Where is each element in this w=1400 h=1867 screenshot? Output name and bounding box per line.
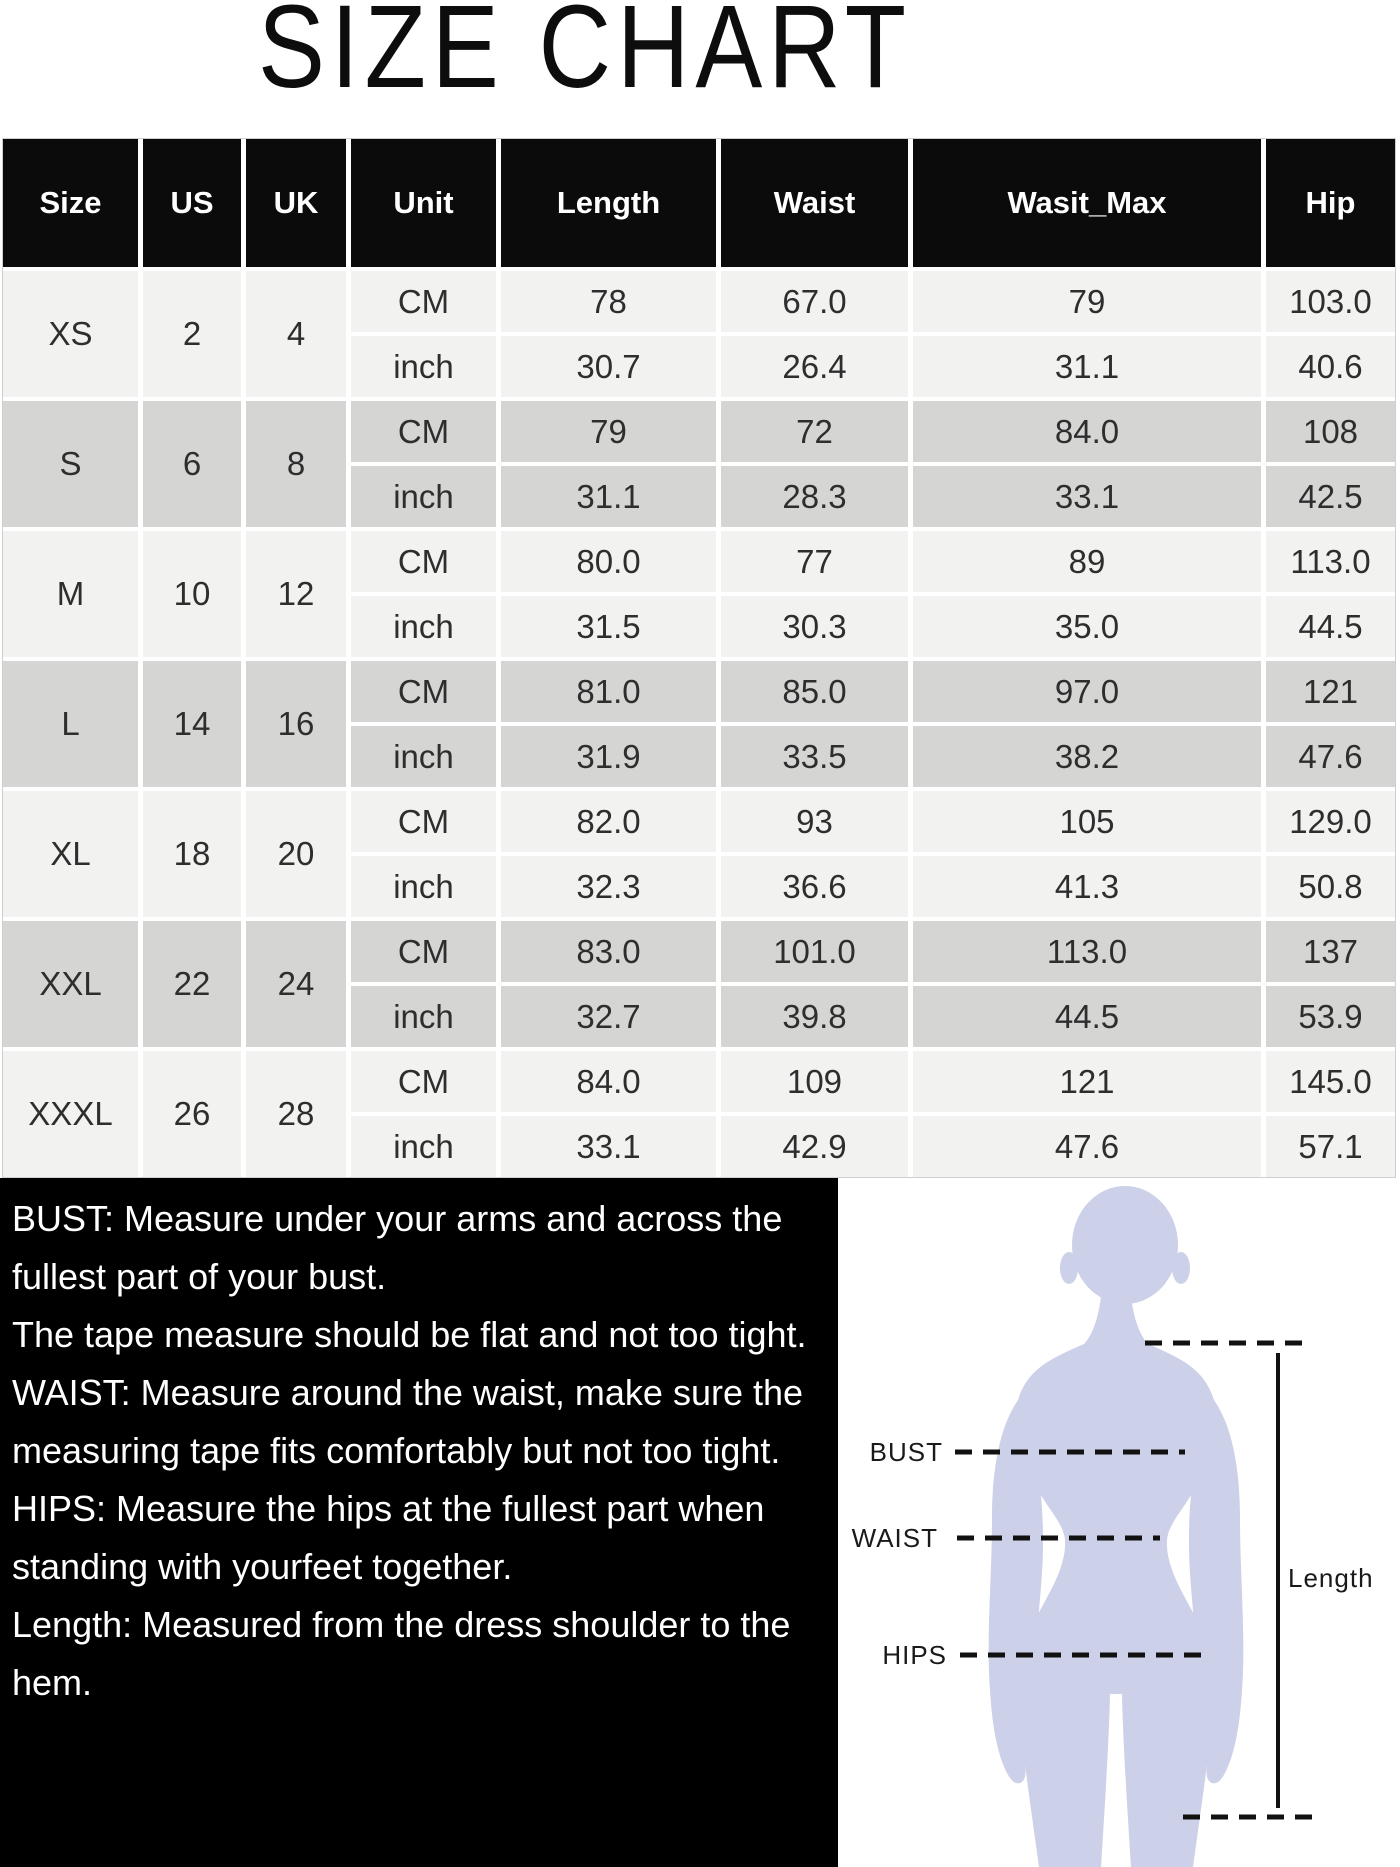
waist-cm-cell-xl: 93: [721, 791, 908, 852]
wasit_max-inch-cell-xxxl: 47.6: [913, 1116, 1261, 1177]
unit-cell-l-inch: inch: [351, 726, 496, 787]
length-cm-cell-xxxl: 84.0: [501, 1051, 716, 1112]
page-title: SIZE CHART: [258, 0, 912, 113]
size-cell-m: M: [3, 531, 138, 657]
size-cell-l: L: [3, 661, 138, 787]
length-inch-cell-s: 31.1: [501, 466, 716, 527]
bust-label: BUST: [869, 1437, 943, 1467]
waist-cm-cell-xxl: 101.0: [721, 921, 908, 982]
unit-cell-xxxl-cm: CM: [351, 1051, 496, 1112]
instruction-tape: The tape measure should be flat and not too tight.: [12, 1314, 807, 1355]
hip-cm-cell-xs: 103.0: [1266, 271, 1395, 332]
col-header-hip: Hip: [1266, 139, 1395, 267]
body-silhouette-diagram: [838, 1178, 1400, 1867]
uk-cell-xs: 4: [246, 271, 346, 397]
hip-inch-cell-xxl: 53.9: [1266, 986, 1395, 1047]
hip-cm-cell-xl: 129.0: [1266, 791, 1395, 852]
col-header-size: Size: [3, 139, 138, 267]
us-cell-xxxl: 26: [143, 1051, 241, 1177]
female-silhouette: [989, 1186, 1244, 1867]
length-cm-cell-xs: 78: [501, 271, 716, 332]
uk-cell-xl: 20: [246, 791, 346, 917]
length-inch-cell-m: 31.5: [501, 596, 716, 657]
instruction-hips: HIPS: Measure the hips at the fullest part when standing with yourfeet together.: [12, 1488, 765, 1587]
measurement-figure-panel: [838, 1178, 1400, 1867]
wasit_max-inch-cell-xs: 31.1: [913, 336, 1261, 397]
wasit_max-cm-cell-xxl: 113.0: [913, 921, 1261, 982]
unit-cell-xxxl-inch: inch: [351, 1116, 496, 1177]
us-cell-xxl: 22: [143, 921, 241, 1047]
wasit_max-inch-cell-m: 35.0: [913, 596, 1261, 657]
wasit_max-cm-cell-s: 84.0: [913, 401, 1261, 462]
hip-cm-cell-xxxl: 145.0: [1266, 1051, 1395, 1112]
hip-inch-cell-m: 44.5: [1266, 596, 1395, 657]
uk-cell-xxxl: 28: [246, 1051, 346, 1177]
waist-cm-cell-xxxl: 109: [721, 1051, 908, 1112]
length-inch-cell-xl: 32.3: [501, 856, 716, 917]
waist-inch-cell-xxxl: 42.9: [721, 1116, 908, 1177]
length-cm-cell-xl: 82.0: [501, 791, 716, 852]
length-label: Length: [1288, 1563, 1374, 1593]
length-cm-cell-m: 80.0: [501, 531, 716, 592]
size-cell-xl: XL: [3, 791, 138, 917]
waist-inch-cell-m: 30.3: [721, 596, 908, 657]
instruction-waist: WAIST: Measure around the waist, make sure the measuring tape fits comfortably but not too tight.: [12, 1372, 804, 1471]
unit-cell-s-cm: CM: [351, 401, 496, 462]
us-cell-xl: 18: [143, 791, 241, 917]
hip-cm-cell-l: 121: [1266, 661, 1395, 722]
col-header-wasit_max: Wasit_Max: [913, 139, 1261, 267]
waist-inch-cell-s: 28.3: [721, 466, 908, 527]
waist-label: WAIST: [851, 1523, 938, 1553]
size-table: [2, 138, 1396, 1178]
col-header-us: US: [143, 139, 241, 267]
unit-cell-l-cm: CM: [351, 661, 496, 722]
col-header-length: Length: [501, 139, 716, 267]
waist-inch-cell-xxl: 39.8: [721, 986, 908, 1047]
length-inch-cell-xxl: 32.7: [501, 986, 716, 1047]
length-inch-cell-xxxl: 33.1: [501, 1116, 716, 1177]
unit-cell-m-cm: CM: [351, 531, 496, 592]
uk-cell-m: 12: [246, 531, 346, 657]
instruction-bust: BUST: Measure under your arms and across the fullest part of your bust.: [12, 1198, 783, 1297]
wasit_max-cm-cell-xl: 105: [913, 791, 1261, 852]
size-cell-xs: XS: [3, 271, 138, 397]
us-cell-xs: 2: [143, 271, 241, 397]
us-cell-l: 14: [143, 661, 241, 787]
waist-inch-cell-xs: 26.4: [721, 336, 908, 397]
wasit_max-cm-cell-xxxl: 121: [913, 1051, 1261, 1112]
length-cm-cell-l: 81.0: [501, 661, 716, 722]
unit-cell-xl-cm: CM: [351, 791, 496, 852]
wasit_max-inch-cell-l: 38.2: [913, 726, 1261, 787]
wasit_max-inch-cell-s: 33.1: [913, 466, 1261, 527]
hip-inch-cell-l: 47.6: [1266, 726, 1395, 787]
waist-cm-cell-l: 85.0: [721, 661, 908, 722]
length-inch-cell-l: 31.9: [501, 726, 716, 787]
hip-inch-cell-xs: 40.6: [1266, 336, 1395, 397]
hip-cm-cell-xxl: 137: [1266, 921, 1395, 982]
us-cell-m: 10: [143, 531, 241, 657]
size-cell-xxxl: XXXL: [3, 1051, 138, 1177]
length-cm-cell-xxl: 83.0: [501, 921, 716, 982]
wasit_max-inch-cell-xl: 41.3: [913, 856, 1261, 917]
size-cell-xxl: XXL: [3, 921, 138, 1047]
waist-cm-cell-xs: 67.0: [721, 271, 908, 332]
wasit_max-cm-cell-m: 89: [913, 531, 1261, 592]
hips-label: HIPS: [882, 1640, 947, 1670]
hip-inch-cell-xl: 50.8: [1266, 856, 1395, 917]
hip-inch-cell-xxxl: 57.1: [1266, 1116, 1395, 1177]
unit-cell-m-inch: inch: [351, 596, 496, 657]
length-cm-cell-s: 79: [501, 401, 716, 462]
unit-cell-xs-inch: inch: [351, 336, 496, 397]
uk-cell-xxl: 24: [246, 921, 346, 1047]
hip-cm-cell-s: 108: [1266, 401, 1395, 462]
col-header-waist: Waist: [721, 139, 908, 267]
size-cell-s: S: [3, 401, 138, 527]
wasit_max-cm-cell-xs: 79: [913, 271, 1261, 332]
unit-cell-s-inch: inch: [351, 466, 496, 527]
unit-cell-xs-cm: CM: [351, 271, 496, 332]
wasit_max-cm-cell-l: 97.0: [913, 661, 1261, 722]
hip-cm-cell-m: 113.0: [1266, 531, 1395, 592]
measurement-instructions: [0, 1178, 838, 1867]
length-inch-cell-xs: 30.7: [501, 336, 716, 397]
unit-cell-xl-inch: inch: [351, 856, 496, 917]
instruction-length: Length: Measured from the dress shoulder to the hem.: [12, 1604, 791, 1703]
us-cell-s: 6: [143, 401, 241, 527]
col-header-uk: UK: [246, 139, 346, 267]
col-header-unit: Unit: [351, 139, 496, 267]
unit-cell-xxl-inch: inch: [351, 986, 496, 1047]
uk-cell-l: 16: [246, 661, 346, 787]
wasit_max-inch-cell-xxl: 44.5: [913, 986, 1261, 1047]
unit-cell-xxl-cm: CM: [351, 921, 496, 982]
hip-inch-cell-s: 42.5: [1266, 466, 1395, 527]
waist-cm-cell-m: 77: [721, 531, 908, 592]
waist-cm-cell-s: 72: [721, 401, 908, 462]
waist-inch-cell-l: 33.5: [721, 726, 908, 787]
waist-inch-cell-xl: 36.6: [721, 856, 908, 917]
uk-cell-s: 8: [246, 401, 346, 527]
